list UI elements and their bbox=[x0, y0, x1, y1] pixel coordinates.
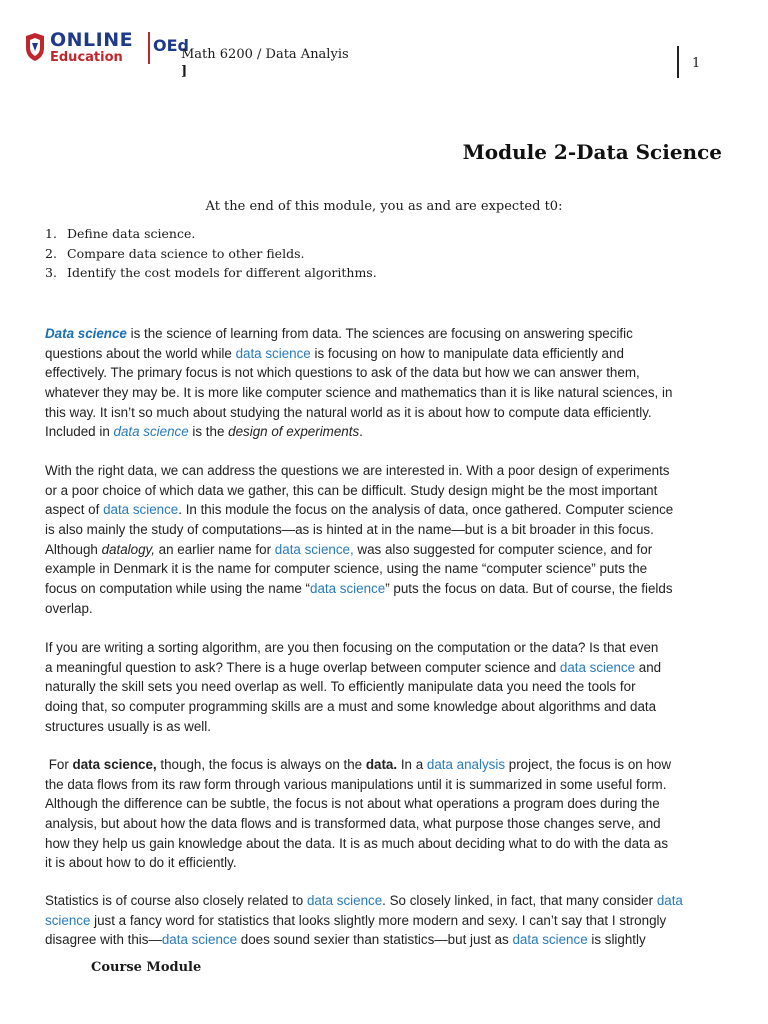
objectives-list bbox=[45, 224, 377, 283]
text-line: overlap. bbox=[45, 600, 93, 616]
term-data: data. bbox=[365, 757, 398, 772]
list-text: Identify the cost models for different algorithms. bbox=[67, 265, 377, 280]
text-span: an earlier name for bbox=[154, 541, 275, 557]
text-line: doing that, so computer programming skills are a must and some knowledge about algorithms and data bbox=[45, 699, 657, 715]
text-line: this way. It isn’t so much about studying the natural world as it is about how to compute data efficiently. bbox=[45, 404, 652, 420]
text-line: or a poor choice of which data we gather, this can be difficult. Study design might be the most important bbox=[45, 482, 658, 498]
text-span: For bbox=[45, 757, 73, 772]
text-line: whatever they may be. It is more like computer science and mathematics than it is like natural sciences, in bbox=[45, 385, 673, 401]
paragraph-definition bbox=[45, 324, 723, 442]
footer-course-module: Course Module bbox=[91, 960, 202, 975]
text-span: just a fancy word for statistics that looks slightly more modern and sexy. I can’t say that I strongly bbox=[90, 912, 667, 928]
text-span: Although bbox=[45, 541, 102, 557]
text-line: Although the difference can be subtle, the focus is not about what operations a program does during the bbox=[45, 796, 660, 812]
text-line bbox=[45, 911, 723, 931]
term-data-science: data science bbox=[235, 345, 311, 361]
text-line: it is about how to do it efficiently. bbox=[45, 855, 237, 871]
text-span: . In this module the focus on the analysis of data, once gathered. Computer science bbox=[178, 502, 674, 518]
text-span: and bbox=[635, 659, 662, 675]
paragraph-sorting bbox=[45, 638, 723, 736]
text-line: effectively. The primary focus is not which questions to ask of the data but how we can answer them, bbox=[45, 365, 640, 381]
list-text: Compare data science to other fields. bbox=[67, 245, 305, 261]
term-data-science: data science bbox=[113, 424, 189, 440]
text-line: how they help us gain knowledge about the data. It is as much about deciding what to do with the data as bbox=[45, 835, 669, 851]
paragraph-statistics bbox=[45, 891, 723, 950]
term-data-science: data science bbox=[310, 581, 386, 597]
text-span: project, the focus is on how bbox=[505, 757, 672, 772]
list-number: 1. bbox=[45, 226, 57, 241]
text-line: analysis, but about how the data flows and is transformed data, what purpose those changes serve, and bbox=[45, 816, 661, 832]
online-education-logo bbox=[24, 29, 189, 70]
term-data-science: data science bbox=[306, 893, 383, 908]
term-data-science: data science, bbox=[274, 541, 354, 557]
text-span: a meaningful question to ask? There is a huge overlap between computer science and bbox=[45, 659, 560, 675]
paragraph-right-data bbox=[45, 461, 723, 619]
text-span: . bbox=[359, 424, 363, 440]
list-number: 3. bbox=[45, 265, 57, 280]
list-item bbox=[45, 224, 377, 244]
text-line bbox=[45, 422, 723, 442]
text-line: naturally the skill sets you need overlap as well. To efficiently manipulate data you need the tools for bbox=[45, 679, 636, 695]
text-span: is slightly bbox=[587, 932, 646, 948]
text-span: ” puts the focus on data. But of course, the fields bbox=[385, 581, 673, 597]
text-span: . So closely linked, in fact, that many consider bbox=[382, 893, 657, 908]
text-line: is also mainly the study of computations—as is hinted at in the name—but is a bit broader in this focus. bbox=[45, 522, 654, 538]
term-data-science: data science bbox=[103, 502, 179, 518]
paragraph-data-focus bbox=[45, 755, 723, 873]
text-span: does sound sexier than statistics—but just as bbox=[237, 932, 513, 948]
text-line bbox=[45, 540, 723, 560]
text-span: Included in bbox=[45, 424, 114, 440]
term-data-science: science bbox=[45, 912, 91, 928]
list-item bbox=[45, 244, 377, 264]
logo-oed-text: OEd bbox=[153, 36, 189, 55]
text-span: In a bbox=[397, 757, 427, 772]
text-line bbox=[45, 579, 723, 599]
list-number: 2. bbox=[45, 245, 57, 261]
text-span: though, the focus is always on the bbox=[156, 757, 366, 772]
logo-separator bbox=[148, 32, 150, 64]
logo-online-text: ONLINE bbox=[50, 29, 134, 51]
text-span: Statistics is of course also closely related to bbox=[45, 893, 307, 908]
term-data-science: data bbox=[656, 893, 683, 908]
course-name: Math 6200 / Data Analyis bbox=[181, 47, 349, 62]
text-line bbox=[45, 344, 723, 364]
text-span: is the science of learning from data. The sciences are focusing on answering specific bbox=[126, 326, 633, 341]
text-span: is focusing on how to manipulate data efficiently and bbox=[310, 345, 624, 361]
text-span: was also suggested for computer science, and for bbox=[353, 541, 653, 557]
text-line: If you are writing a sorting algorithm, are you then focusing on the computation or the data? Is that even bbox=[45, 640, 659, 655]
text-line bbox=[45, 500, 723, 520]
text-span: aspect of bbox=[45, 502, 104, 518]
header-divider bbox=[677, 46, 679, 78]
crest-icon bbox=[24, 32, 46, 62]
text-line: With the right data, we can address the questions we are interested in. With a poor design of experiments bbox=[45, 463, 670, 478]
text-line: the data flows from its raw form through various manipulations until it is summarized in some useful form. bbox=[45, 776, 667, 792]
term-data-analysis: data analysis bbox=[426, 757, 506, 772]
text-span: is the bbox=[188, 424, 229, 440]
logo-education-text: Education bbox=[50, 50, 123, 65]
text-line bbox=[45, 324, 723, 344]
text-span: questions about the world while bbox=[45, 345, 236, 361]
module-title: Module 2-Data Science bbox=[462, 140, 722, 164]
text-span: focus on computation while using the name “ bbox=[45, 581, 310, 597]
text-line bbox=[45, 891, 723, 911]
header-bracket: ] bbox=[181, 64, 188, 79]
text-line bbox=[45, 930, 723, 950]
text-line bbox=[45, 658, 723, 678]
list-text: Define data science. bbox=[67, 226, 196, 241]
text-line: structures usually is as well. bbox=[45, 718, 211, 734]
text-line bbox=[45, 755, 723, 775]
text-span: disagree with this— bbox=[45, 932, 162, 948]
term-data-science: Data science bbox=[45, 326, 127, 341]
term-data-science: data science bbox=[512, 932, 588, 948]
text-line: example in Denmark it is the name for computer science, using the name “computer science” puts the bbox=[45, 561, 648, 577]
term-datalogy: datalogy, bbox=[101, 541, 155, 557]
term-data-science: data science bbox=[161, 932, 238, 948]
list-item bbox=[45, 263, 377, 283]
term-design-of-experiments: design of experiments bbox=[228, 424, 360, 440]
term-data-science: data science bbox=[559, 659, 636, 675]
term-data-science: data science, bbox=[72, 757, 157, 772]
page-number: 1 bbox=[692, 56, 701, 71]
intro-sentence: At the end of this module, you as and are expected t0: bbox=[205, 199, 563, 214]
